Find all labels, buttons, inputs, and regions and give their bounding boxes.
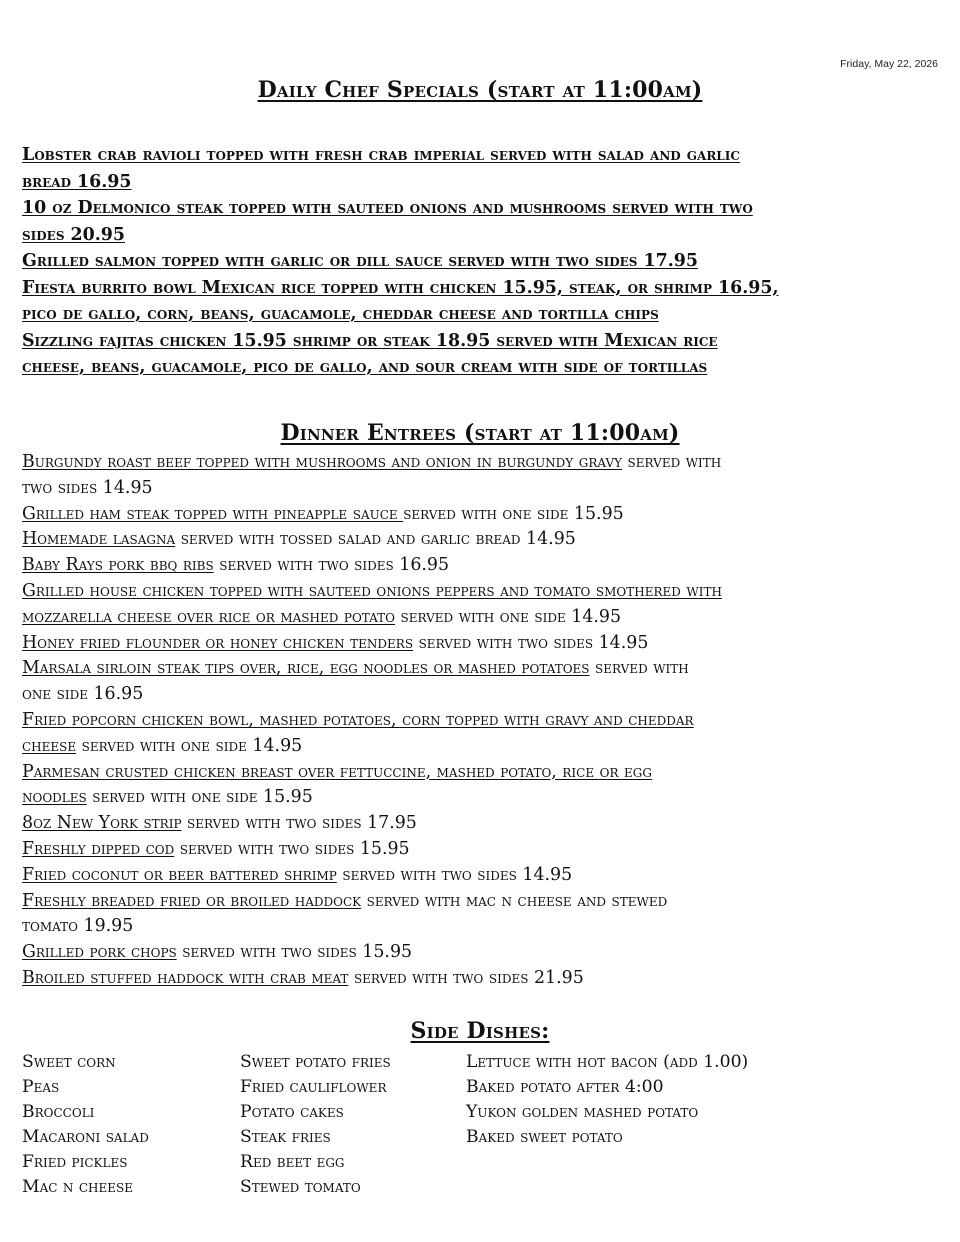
entree-detail: served with two sides 17.95 bbox=[181, 813, 417, 834]
specials-line: Sizzling fajitas chicken 15.95 shrimp or steak 18.95 served with Mexican rice bbox=[22, 330, 718, 351]
entree-detail: served with one side 15.95 bbox=[86, 787, 313, 808]
side-dish-item: Fried pickles bbox=[22, 1152, 128, 1172]
side-dish-item: Macaroni salad bbox=[22, 1127, 149, 1147]
side-dish-item: Sweet corn bbox=[22, 1052, 116, 1072]
side-dish-item: Yukon golden mashed potato bbox=[466, 1102, 699, 1122]
entree-line bbox=[22, 708, 942, 734]
side-dish-item: Broccoli bbox=[22, 1102, 95, 1122]
sides-heading: Side Dishes: bbox=[410, 1018, 550, 1044]
entree-detail: two sides 14.95 bbox=[22, 477, 153, 498]
side-dish-item: Baked potato after 4:00 bbox=[466, 1077, 664, 1097]
side-dish-item: Mac n cheese bbox=[22, 1177, 134, 1197]
sides-column-1 bbox=[22, 1050, 149, 1200]
entree-line bbox=[22, 785, 942, 811]
side-dish-item: Potato cakes bbox=[240, 1102, 344, 1122]
side-dish-item: Lettuce with hot bacon (add 1.00) bbox=[466, 1052, 749, 1072]
entree-line bbox=[22, 605, 942, 631]
entree-detail: served with bbox=[622, 452, 722, 472]
entrees-list bbox=[22, 450, 942, 992]
entree-line bbox=[22, 966, 942, 992]
entree-line bbox=[22, 863, 942, 889]
entree-name: Honey fried flounder or honey chicken tenders bbox=[22, 632, 414, 653]
entree-line bbox=[22, 837, 942, 863]
entree-line bbox=[22, 940, 942, 966]
entree-detail: served with two sides 15.95 bbox=[176, 942, 413, 963]
entree-detail: served with two sides 15.95 bbox=[174, 838, 410, 859]
entree-detail: served with one side 14.95 bbox=[395, 606, 622, 627]
entree-line bbox=[22, 760, 942, 786]
entree-name: Freshly dipped cod bbox=[22, 838, 175, 859]
specials-line: Lobster crab ravioli topped with fresh crab imperial served with salad and garlic bbox=[22, 145, 740, 165]
side-dish-item: Red beet egg bbox=[240, 1152, 345, 1172]
entree-detail: served with two sides 14.95 bbox=[413, 632, 649, 653]
entree-name: Parmesan crusted chicken breast over fettuccine, mashed potato, rice or egg bbox=[22, 761, 652, 782]
entree-detail: served with two sides 14.95 bbox=[336, 864, 573, 885]
side-dish-item: Sweet potato fries bbox=[240, 1052, 391, 1072]
entree-detail: served with tossed salad and garlic bread 14.95 bbox=[175, 529, 576, 550]
entree-name: Freshly breaded fried or broiled haddock bbox=[22, 890, 362, 911]
entree-name: Grilled ham steak topped with pineapple sauce bbox=[22, 503, 404, 524]
entrees-heading: Dinner Entrees (start at 11:00am) bbox=[280, 420, 680, 446]
entree-line bbox=[22, 553, 942, 579]
entree-name: Marsala sirloin steak tips over, rice, egg noodles or mashed potatoes bbox=[22, 658, 590, 679]
entree-detail: one side 16.95 bbox=[22, 684, 144, 705]
entree-detail: served with one side 15.95 bbox=[403, 503, 624, 524]
specials-line: 10 oz Delmonico steak topped with sauteed onions and mushrooms served with two bbox=[22, 198, 753, 218]
entree-line bbox=[22, 476, 942, 502]
entree-name: Broiled stuffed haddock with crab meat bbox=[22, 967, 349, 988]
entree-detail: tomato 19.95 bbox=[22, 916, 134, 937]
entree-line bbox=[22, 631, 942, 657]
entree-line bbox=[22, 579, 942, 605]
entree-line bbox=[22, 656, 942, 682]
side-dish-item: Fried cauliflower bbox=[240, 1077, 387, 1097]
entree-name: Fried coconut or beer battered shrimp bbox=[22, 864, 337, 885]
specials-heading: Daily Chef Specials (start at 11:00am) bbox=[257, 77, 703, 103]
specials-line: Grilled salmon topped with garlic or dill sauce served with two sides 17.95 bbox=[22, 251, 698, 271]
entree-line bbox=[22, 914, 942, 940]
specials-line: bread 16.95 bbox=[22, 171, 132, 192]
entree-name: Fried popcorn chicken bowl, mashed potatoes, corn topped with gravy and cheddar bbox=[22, 709, 694, 730]
entree-line bbox=[22, 811, 942, 837]
specials-line: Fiesta burrito bowl Mexican rice topped with chicken 15.95, steak, or shrimp 16.95, bbox=[22, 277, 779, 298]
side-dish-item: Peas bbox=[22, 1077, 60, 1097]
entree-detail: served with one side 14.95 bbox=[76, 735, 303, 756]
entree-line bbox=[22, 502, 942, 528]
entree-detail: served with two sides 16.95 bbox=[213, 555, 450, 576]
entree-line bbox=[22, 734, 942, 760]
entree-line bbox=[22, 450, 942, 476]
entree-line bbox=[22, 889, 942, 915]
entree-name: Homemade lasagna bbox=[22, 529, 176, 550]
side-dish-item: Steak fries bbox=[240, 1127, 331, 1147]
entree-detail: served with two sides 21.95 bbox=[348, 967, 584, 988]
entree-detail: served with mac n cheese and stewed bbox=[361, 890, 668, 911]
entree-name: Burgundy roast beef topped with mushrooms and onion in burgundy gravy bbox=[22, 452, 623, 472]
entree-name: noodles bbox=[22, 787, 87, 808]
entree-line bbox=[22, 527, 942, 553]
sides-column-2 bbox=[240, 1050, 391, 1200]
entree-name: mozzarella cheese over rice or mashed potato bbox=[22, 606, 395, 627]
sides-column-3 bbox=[466, 1050, 748, 1150]
specials-line: cheese, beans, guacamole, pico de gallo, and sour cream with side of tortillas bbox=[22, 357, 708, 377]
entree-name: 8oz New York strip bbox=[22, 813, 182, 834]
side-dish-item: Baked sweet potato bbox=[466, 1127, 623, 1147]
side-dish-item: Stewed tomato bbox=[240, 1177, 361, 1197]
specials-list bbox=[22, 142, 942, 381]
specials-line: pico de gallo, corn, beans, guacamole, cheddar cheese and tortilla chips bbox=[22, 304, 659, 324]
entree-name: cheese bbox=[22, 735, 77, 756]
entree-name: Grilled pork chops bbox=[22, 942, 177, 963]
specials-line: sides 20.95 bbox=[22, 224, 126, 245]
entree-line bbox=[22, 682, 942, 708]
date-stamp: Friday, May 22, 2026 bbox=[840, 58, 938, 70]
entree-name: Grilled house chicken topped with sauteed onions peppers and tomato smothered with bbox=[22, 580, 722, 601]
entree-detail: served with bbox=[589, 658, 689, 679]
entree-name: Baby Rays pork bbq ribs bbox=[22, 555, 214, 576]
